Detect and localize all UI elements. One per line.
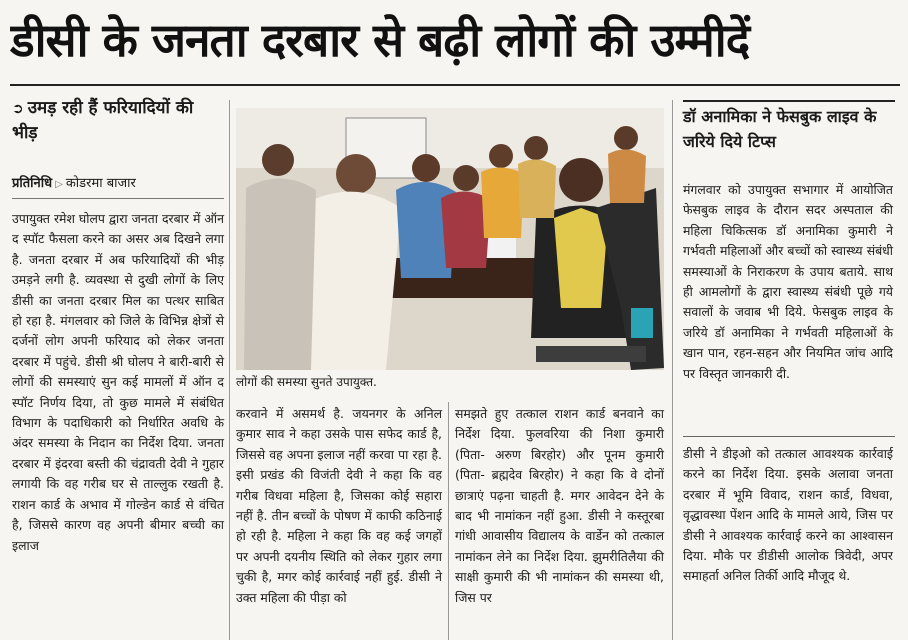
column-divider bbox=[448, 402, 449, 640]
article-paragraph: करवाने में असमर्थ है. जयनगर के अनिल कुमार साव ने कहा उसके पास सफेद कार्ड है, जिससे वह अपना इलाज नहीं करवा पा रहा है. इसी प्रखंड की विजंती देवी ने कहा कि वह गरीब विधवा महिला है, जिसका कोई सहारा नहीं है. तीन बच्चों के पोषण में काफी कठिनाई हो रही है. महिला ने कहा कि वह कई जगहों पर अपनी दयनीय स्थिति को लेकर गुहार लगा चुकी है, मगर कोई कार्रवाई नहीं हुई. डीसी ने उक्त महिला की पीड़ा को bbox=[236, 406, 442, 605]
article-continuation bbox=[683, 444, 893, 587]
article-subhead bbox=[12, 96, 224, 145]
main-article-column bbox=[12, 96, 224, 556]
dateline bbox=[12, 175, 224, 199]
subhead-text: उमड़ रही हैं फरियादियों की भीड़ bbox=[12, 98, 194, 143]
sidebar-title: डॉ अनामिका ने फेसबुक लाइव के जरिये दिये टिप्स bbox=[683, 107, 877, 151]
article-paragraph: डीसी ने डीइओ को तत्काल आवश्यक कार्रवाई करने का निर्देश दिया. इसके अलावा जनता दरबार में भूमि विवाद, राशन कार्ड, विधवा, वृद्धावस्था पेंशन आदि के मामले आये, जिस पर डीसी ने आवश्यक कार्रवाई करने का आश्वासन दिया. मौके पर डीडीसी आलोक त्रिवेदी, अपर समाहर्ता अनिल तिर्की आदि मौजूद थे. bbox=[683, 446, 893, 584]
sidebar-top-rule bbox=[683, 100, 895, 102]
article-photo bbox=[236, 108, 664, 370]
headline: डीसी के जनता दरबार से बढ़ी लोगों की उम्मीदें bbox=[10, 13, 750, 67]
article-paragraph: समझते हुए तत्काल राशन कार्ड बनवाने का निर्देश दिया. फुलवरिया की निशा कुमारी (पिता- अरुण बिरहोर) और पूनम कुमारी (पिता- ब्रह्मदेव बिरहोर) ने कहा कि वे दोनों छात्राएं पढ़ना चाहती है. मगर आवेदन देने के बाद भी नामांकन नहीं हुआ. डीसी ने कस्तूरबा गांधी आवासीय विद्यालय के वार्डेन को तत्काल नामांकन लेने का निर्देश दिया. झुमरीतिलैया की साक्षी कुमारी की भी नामांकन की समस्या थी, जिस पर bbox=[455, 406, 664, 605]
triangle-icon: ▷ bbox=[55, 179, 63, 190]
sidebar-paragraph: मंगलवार को उपायुक्त सभागार में आयोजित फेसबुक लाइव के दौरान सदर अस्पताल की महिला चिकित्सक डॉ अनामिका कुमारी ने गर्भवती महिलाओं और बच्चों को स्वास्थ्य संबंधी समस्याओं के निराकरण के उपाय बताये. साथ ही आमलोगों के द्वारा स्वास्थ्य संबंधी पूछे गये सवालों के जवाब भी दिये. फेसबुक लाइव के जरिये डॉ अनामिका ने गर्भवती महिलाओं के खान पान, रहन-सहन और नियमित जांच आदि पर विस्तृत जानकारी दी. bbox=[683, 182, 893, 381]
article-column-2 bbox=[236, 404, 442, 608]
arrow-icon: ➲ bbox=[12, 101, 24, 117]
photo-caption: लोगों की समस्या सुनते उपायुक्त. bbox=[236, 375, 377, 389]
reporter-label: प्रतिनिधि bbox=[12, 176, 53, 191]
sidebar-article bbox=[683, 104, 893, 384]
column-divider bbox=[229, 100, 230, 640]
headline-rule bbox=[10, 84, 900, 86]
photo-illustration bbox=[236, 108, 664, 370]
column-divider bbox=[672, 100, 673, 640]
place-label: कोडरमा बाजार bbox=[65, 176, 136, 191]
article-paragraph: उपायुक्त रमेश घोलप द्वारा जनता दरबार में ऑन द स्पॉट फैसला करने का असर अब दिखने लगा है. जनता दरबार में अब फरियादियों की भीड़ उमड़ने लगी है. व्यवस्था से दुखी लोगों के लिए डीसी का जनता दरबार मिल का पत्थर साबित हो रहा है. मंगलवार को जिले के विभिन्न क्षेत्रों से दर्जनों लोग अपनी फरियाद को लेकर जनता दरबार में पहुंचे. डीसी श्री घोलप ने बारी-बारी से लोगों की समस्याएं सुन कई मामलों में ऑन द स्पॉट निर्णय दिया, तो कुछ मामले में संबंधित विभाग के पदाधिकारी को निर्धारित अवधि के अंदर समस्या के निदान का निर्देश दिया. जनता दरबार में इंदरवा बस्ती की चंद्रावती देवी ने गुहार लगायी कि वह गरीब घर से ताल्लुक रखती है. राशन कार्ड के अभाव में गोल्डेन कार्ड से वंचित है, जिससे कारण वह अपनी बीमार बच्ची का इलाज bbox=[12, 211, 224, 553]
article-column-3 bbox=[455, 404, 664, 608]
sidebar-bottom-rule bbox=[683, 436, 895, 437]
